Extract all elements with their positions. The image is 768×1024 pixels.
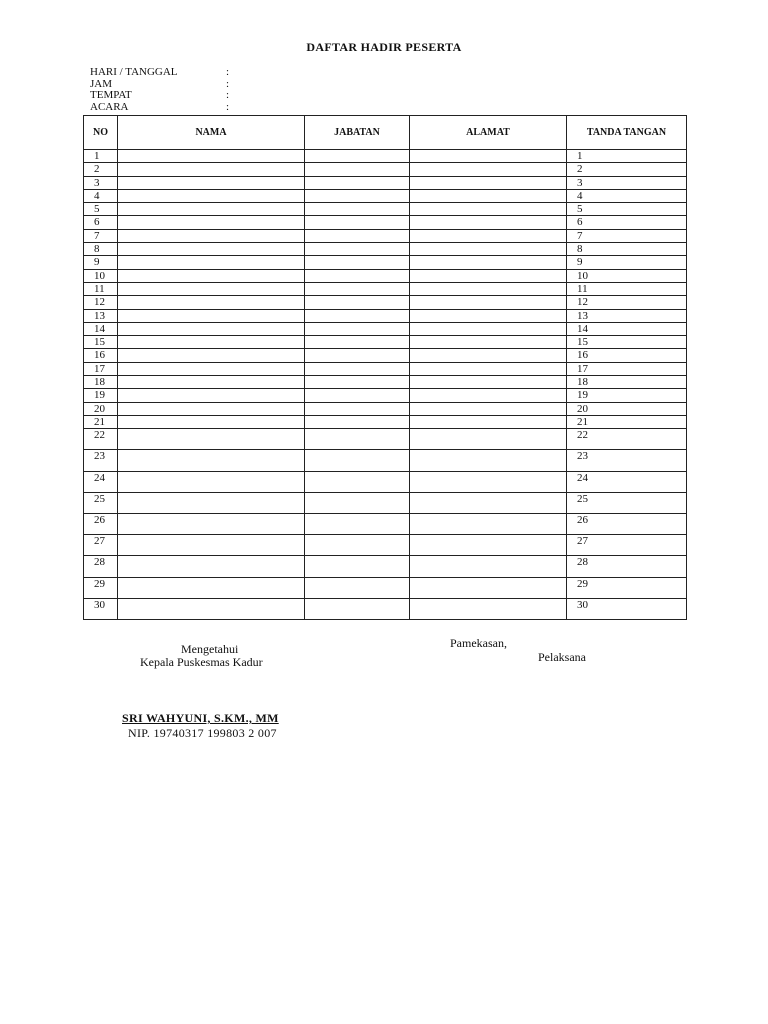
table-row: [84, 243, 687, 256]
cell-tanda-tangan: 3: [567, 176, 687, 189]
cell-tanda-tangan: 7: [567, 229, 687, 242]
cell-tanda-tangan: 16: [567, 349, 687, 362]
cell-no: 24: [84, 471, 118, 492]
attendance-table: [83, 115, 687, 620]
table-row: [84, 492, 687, 513]
cell-alamat: [410, 598, 567, 619]
cell-alamat: [410, 513, 567, 534]
table-row: [84, 322, 687, 335]
cell-no: 18: [84, 376, 118, 389]
table-row: [84, 376, 687, 389]
cell-jabatan: [305, 203, 410, 216]
cell-no: 17: [84, 362, 118, 375]
meta-row-acara: [90, 102, 290, 114]
cell-jabatan: [305, 556, 410, 577]
cell-jabatan: [305, 349, 410, 362]
cell-tanda-tangan: 10: [567, 269, 687, 282]
cell-alamat: [410, 203, 567, 216]
cell-alamat: [410, 296, 567, 309]
cell-jabatan: [305, 176, 410, 189]
kepala-label: Kepala Puskesmas Kadur: [140, 655, 263, 669]
cell-tanda-tangan: 27: [567, 535, 687, 556]
cell-no: 10: [84, 269, 118, 282]
cell-no: 16: [84, 349, 118, 362]
cell-alamat: [410, 471, 567, 492]
cell-nama: [118, 269, 305, 282]
table-row: [84, 216, 687, 229]
cell-no: 3: [84, 176, 118, 189]
meta-label: HARI / TANGGAL: [90, 66, 178, 78]
cell-no: 28: [84, 556, 118, 577]
cell-alamat: [410, 282, 567, 295]
cell-jabatan: [305, 492, 410, 513]
cell-jabatan: [305, 163, 410, 176]
table-row: [84, 362, 687, 375]
cell-jabatan: [305, 229, 410, 242]
cell-alamat: [410, 415, 567, 428]
cell-nama: [118, 492, 305, 513]
cell-no: 13: [84, 309, 118, 322]
table-row: [84, 450, 687, 471]
cell-nama: [118, 256, 305, 269]
cell-no: 29: [84, 577, 118, 598]
cell-no: 25: [84, 492, 118, 513]
table-row: [84, 163, 687, 176]
table-row: [84, 415, 687, 428]
cell-no: 23: [84, 450, 118, 471]
table-row: [84, 429, 687, 450]
cell-alamat: [410, 243, 567, 256]
cell-jabatan: [305, 243, 410, 256]
meta-fields: [90, 67, 290, 114]
cell-no: 5: [84, 203, 118, 216]
cell-nama: [118, 513, 305, 534]
meta-row-hari-tanggal: [90, 67, 290, 79]
cell-no: 4: [84, 189, 118, 202]
table-row: [84, 256, 687, 269]
cell-jabatan: [305, 216, 410, 229]
cell-jabatan: [305, 376, 410, 389]
cell-nama: [118, 429, 305, 450]
cell-alamat: [410, 402, 567, 415]
cell-nama: [118, 176, 305, 189]
cell-nama: [118, 189, 305, 202]
table-row: [84, 513, 687, 534]
cell-alamat: [410, 336, 567, 349]
header-no: NO: [84, 116, 118, 150]
table-row: [84, 535, 687, 556]
cell-nama: [118, 402, 305, 415]
cell-nama: [118, 229, 305, 242]
cell-nama: [118, 322, 305, 335]
cell-alamat: [410, 150, 567, 163]
cell-tanda-tangan: 8: [567, 243, 687, 256]
meta-label: TEMPAT: [90, 89, 132, 102]
cell-jabatan: [305, 150, 410, 163]
cell-alamat: [410, 429, 567, 450]
cell-jabatan: [305, 471, 410, 492]
cell-no: 7: [84, 229, 118, 242]
table-row: [84, 598, 687, 619]
cell-jabatan: [305, 269, 410, 282]
cell-nama: [118, 203, 305, 216]
table-row: [84, 150, 687, 163]
cell-nama: [118, 450, 305, 471]
cell-nama: [118, 362, 305, 375]
header-jabatan: JABATAN: [305, 116, 410, 150]
cell-nama: [118, 309, 305, 322]
cell-alamat: [410, 216, 567, 229]
table-header-row: [84, 116, 687, 150]
table-row: [84, 189, 687, 202]
cell-no: 6: [84, 216, 118, 229]
cell-tanda-tangan: 28: [567, 556, 687, 577]
table-row: [84, 577, 687, 598]
table-row: [84, 309, 687, 322]
cell-jabatan: [305, 309, 410, 322]
cell-jabatan: [305, 296, 410, 309]
table-row: [84, 556, 687, 577]
cell-no: 20: [84, 402, 118, 415]
cell-jabatan: [305, 282, 410, 295]
table-row: [84, 296, 687, 309]
cell-nama: [118, 163, 305, 176]
cell-alamat: [410, 322, 567, 335]
cell-tanda-tangan: 21: [567, 415, 687, 428]
cell-tanda-tangan: 26: [567, 513, 687, 534]
cell-tanda-tangan: 12: [567, 296, 687, 309]
cell-alamat: [410, 163, 567, 176]
cell-alamat: [410, 556, 567, 577]
cell-nama: [118, 376, 305, 389]
cell-nama: [118, 535, 305, 556]
place-label: Pamekasan,: [450, 636, 507, 650]
official-nip: NIP. 19740317 199803 2 007: [128, 726, 277, 740]
cell-jabatan: [305, 429, 410, 450]
cell-alamat: [410, 376, 567, 389]
cell-tanda-tangan: 2: [567, 163, 687, 176]
cell-tanda-tangan: 30: [567, 598, 687, 619]
table-row: [84, 203, 687, 216]
cell-no: 27: [84, 535, 118, 556]
cell-tanda-tangan: 1: [567, 150, 687, 163]
table-row: [84, 229, 687, 242]
cell-tanda-tangan: 13: [567, 309, 687, 322]
header-alamat: ALAMAT: [410, 116, 567, 150]
cell-nama: [118, 598, 305, 619]
cell-alamat: [410, 189, 567, 202]
cell-tanda-tangan: 18: [567, 376, 687, 389]
pelaksana-label: Pelaksana: [538, 650, 586, 664]
meta-colon: :: [226, 66, 230, 78]
cell-tanda-tangan: 23: [567, 450, 687, 471]
cell-tanda-tangan: 15: [567, 336, 687, 349]
cell-alamat: [410, 349, 567, 362]
cell-no: 30: [84, 598, 118, 619]
cell-no: 19: [84, 389, 118, 402]
document-title: DAFTAR HADIR PESERTA: [306, 40, 462, 54]
table-row: [84, 471, 687, 492]
cell-alamat: [410, 535, 567, 556]
cell-nama: [118, 389, 305, 402]
cell-no: 14: [84, 322, 118, 335]
cell-jabatan: [305, 336, 410, 349]
cell-nama: [118, 296, 305, 309]
cell-alamat: [410, 176, 567, 189]
cell-no: 22: [84, 429, 118, 450]
cell-no: 1: [84, 150, 118, 163]
table-row: [84, 389, 687, 402]
cell-tanda-tangan: 24: [567, 471, 687, 492]
cell-alamat: [410, 256, 567, 269]
cell-tanda-tangan: 6: [567, 216, 687, 229]
cell-tanda-tangan: 11: [567, 282, 687, 295]
table-row: [84, 269, 687, 282]
meta-label: JAM: [90, 77, 113, 90]
cell-alamat: [410, 362, 567, 375]
cell-nama: [118, 556, 305, 577]
table-row: [84, 349, 687, 362]
cell-no: 15: [84, 336, 118, 349]
table-row: [84, 282, 687, 295]
cell-tanda-tangan: 9: [567, 256, 687, 269]
cell-jabatan: [305, 389, 410, 402]
table-row: [84, 402, 687, 415]
cell-no: 2: [84, 163, 118, 176]
table-row: [84, 336, 687, 349]
meta-colon: :: [226, 77, 230, 90]
cell-alamat: [410, 229, 567, 242]
cell-alamat: [410, 450, 567, 471]
cell-nama: [118, 471, 305, 492]
cell-alamat: [410, 492, 567, 513]
official-name: SRI WAHYUNI, S.KM., MM: [122, 711, 279, 725]
cell-alamat: [410, 269, 567, 282]
cell-no: 21: [84, 415, 118, 428]
cell-jabatan: [305, 362, 410, 375]
cell-nama: [118, 415, 305, 428]
cell-no: 11: [84, 282, 118, 295]
meta-colon: :: [226, 89, 230, 102]
cell-tanda-tangan: 14: [567, 322, 687, 335]
cell-jabatan: [305, 513, 410, 534]
cell-no: 12: [84, 296, 118, 309]
cell-nama: [118, 150, 305, 163]
cell-alamat: [410, 577, 567, 598]
cell-tanda-tangan: 25: [567, 492, 687, 513]
cell-nama: [118, 349, 305, 362]
table-row: [84, 176, 687, 189]
cell-jabatan: [305, 598, 410, 619]
cell-alamat: [410, 389, 567, 402]
meta-label: ACARA: [90, 101, 129, 114]
cell-tanda-tangan: 19: [567, 389, 687, 402]
cell-alamat: [410, 309, 567, 322]
cell-tanda-tangan: 5: [567, 203, 687, 216]
cell-tanda-tangan: 22: [567, 429, 687, 450]
cell-nama: [118, 216, 305, 229]
cell-nama: [118, 243, 305, 256]
cell-tanda-tangan: 20: [567, 402, 687, 415]
cell-jabatan: [305, 322, 410, 335]
header-nama: NAMA: [118, 116, 305, 150]
cell-no: 8: [84, 243, 118, 256]
cell-jabatan: [305, 189, 410, 202]
cell-jabatan: [305, 535, 410, 556]
cell-jabatan: [305, 256, 410, 269]
cell-nama: [118, 577, 305, 598]
cell-jabatan: [305, 402, 410, 415]
cell-jabatan: [305, 450, 410, 471]
cell-no: 9: [84, 256, 118, 269]
mengetahui-label: Mengetahui: [181, 642, 239, 656]
cell-jabatan: [305, 415, 410, 428]
header-tanda-tangan: TANDA TANGAN: [567, 116, 687, 150]
cell-nama: [118, 282, 305, 295]
cell-jabatan: [305, 577, 410, 598]
cell-nama: [118, 336, 305, 349]
cell-tanda-tangan: 4: [567, 189, 687, 202]
cell-no: 26: [84, 513, 118, 534]
meta-colon: :: [226, 101, 230, 114]
cell-tanda-tangan: 17: [567, 362, 687, 375]
cell-tanda-tangan: 29: [567, 577, 687, 598]
